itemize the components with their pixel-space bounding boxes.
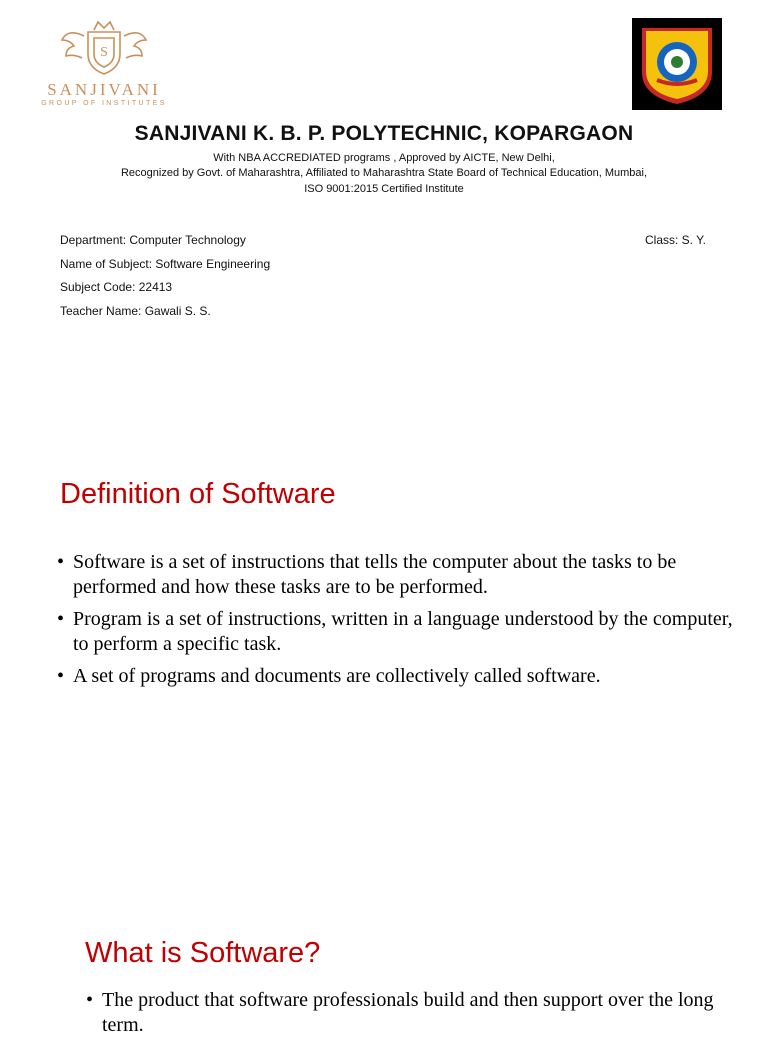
subject-code-label: Subject Code: 22413 [60, 280, 173, 294]
svg-text:S: S [100, 45, 108, 60]
logo-text: SANJIVANI [47, 80, 161, 99]
bullet-item: • A set of programs and documents are collectively called software. [57, 664, 737, 689]
what-is-software-bullet-list [86, 988, 746, 1038]
definition-bullet-list [57, 550, 737, 696]
definition-heading: Definition of Software [60, 478, 336, 510]
logo-subtitle: GROUP OF INSTITUTES [41, 100, 167, 107]
iso-line: ISO 9001:2015 Certified Institute [304, 183, 464, 195]
department-label: Department: Computer Technology [60, 233, 246, 247]
recognition-line: Recognized by Govt. of Maharashtra, Affiliated to Maharashtra State Board of Technical Education, Mumbai, [120, 167, 648, 179]
subject-label: Name of Subject: Software Engineering [60, 257, 271, 271]
sanjivani-logo [40, 18, 168, 112]
college-name: SANJIVANI K. B. P. POLYTECHNIC, KOPARGAON [134, 122, 634, 145]
polytechnic-emblem [632, 18, 722, 110]
what-is-software-heading: What is Software? [85, 937, 321, 969]
bullet-item: • Software is a set of instructions that tells the computer about the tasks to be performed and how these tasks are to be performed. [57, 550, 737, 600]
bullet-item: • Program is a set of instructions, written in a language understood by the computer, to perform a specific task. [57, 607, 737, 657]
bullet-item: • The product that software professionals build and then support over the long term. [86, 988, 746, 1038]
teacher-label: Teacher Name: Gawali S. S. [60, 304, 211, 318]
class-label: Class: S. Y. [645, 233, 706, 247]
accreditation-line: With NBA ACCREDIATED programs , Approved by AICTE, New Delhi, [213, 152, 555, 164]
emblem-icon [632, 18, 722, 110]
crest-icon [54, 18, 154, 80]
